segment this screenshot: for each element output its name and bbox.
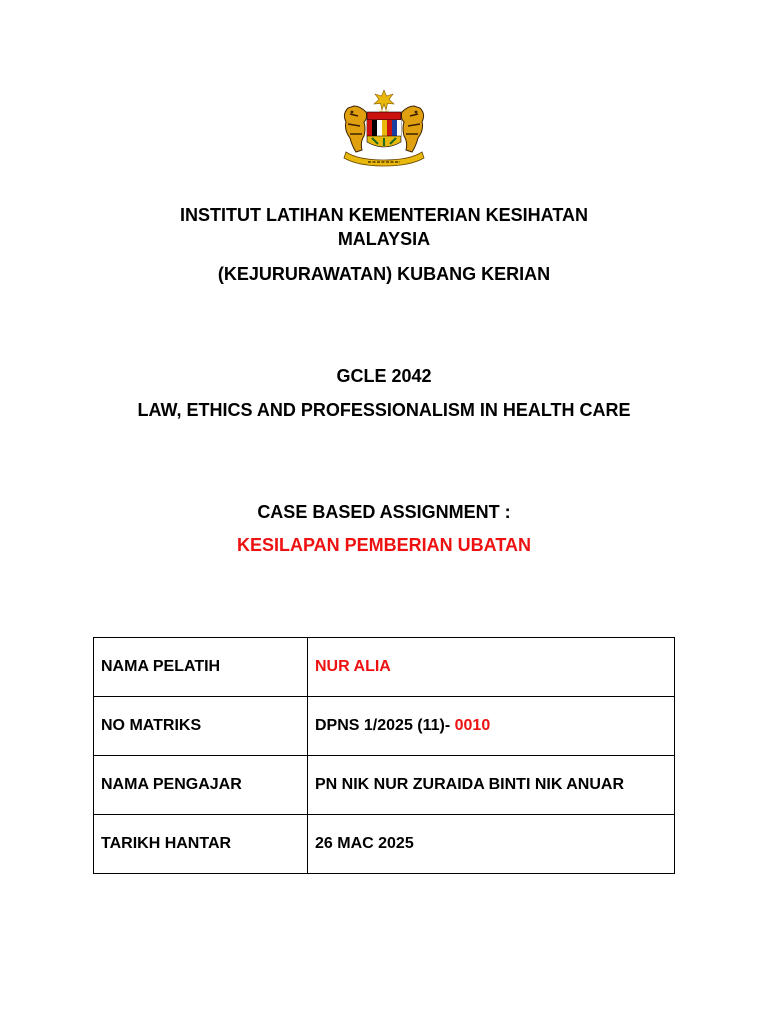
crest-shield [367, 112, 401, 147]
institution-campus: (KEJURURAWATAN) KUBANG KERIAN [217, 264, 551, 284]
assignment-title: KESILAPAN PEMBERIAN UBATAN [236, 535, 531, 555]
malaysia-coat-of-arms-icon [338, 88, 430, 168]
crest-motto-ribbon [344, 152, 424, 166]
crest-right-tiger [401, 106, 423, 152]
student-name-value: NUR ALIA [308, 638, 675, 697]
assignment-type: CASE BASED ASSIGNMENT : [257, 502, 511, 522]
table-row [94, 697, 675, 756]
row-label: NO MATRIKS [94, 697, 308, 756]
crest-star [374, 90, 394, 113]
matric-number-cell [308, 697, 675, 756]
row-label: NAMA PENGAJAR [94, 756, 308, 815]
course-code: GCLE 2042 [336, 366, 432, 386]
matric-number-prefix: DPNS 1/2025 (11)- [315, 717, 455, 734]
crest-left-tiger [344, 106, 366, 152]
matric-number-suffix: 0010 [454, 717, 491, 734]
row-label: TARIKH HANTAR [94, 815, 308, 874]
course-title: LAW, ETHICS AND PROFESSIONALISM IN HEALTH CARE [137, 400, 631, 420]
table-row [94, 638, 675, 697]
lecturer-name-value: PN NIK NUR ZURAIDA BINTI NIK ANUAR [308, 756, 675, 815]
student-info-table [93, 637, 675, 874]
row-label: NAMA PELATIH [94, 638, 308, 697]
table-row [94, 815, 675, 874]
table-row [94, 756, 675, 815]
institution-name: INSTITUT LATIHAN KEMENTERIAN KESIHATAN [180, 205, 588, 225]
institution-country: MALAYSIA [337, 229, 431, 249]
submission-date-value: 26 MAC 2025 [308, 815, 675, 874]
